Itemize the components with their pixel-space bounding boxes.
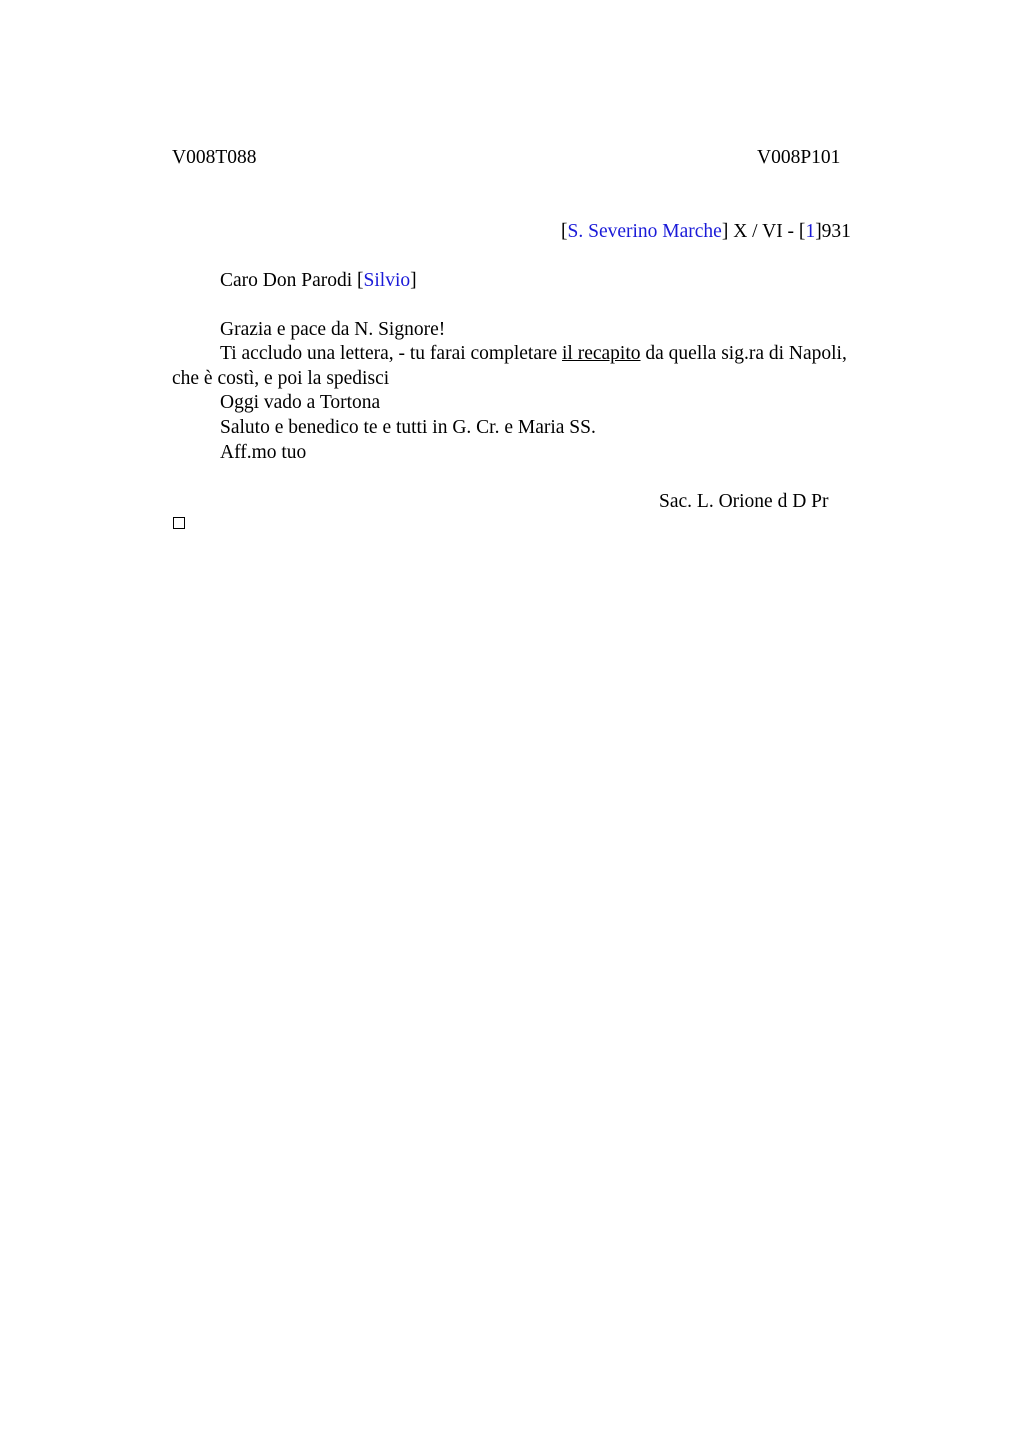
salutation-close: ] [410, 270, 417, 291]
body-line-3: che è costì, e poi la spedisci [172, 368, 390, 389]
body-line-4: Oggi vado a Tortona [220, 392, 381, 413]
archive-code-left: V008T088 [172, 147, 257, 168]
body-line-2 [220, 342, 847, 366]
signature: Sac. L. Orione d D Pr [659, 491, 829, 512]
dateline-date: ] X / VI - [ [721, 221, 806, 242]
greeting-line: Grazia e pace da N. Signore! [220, 319, 446, 340]
archive-code-right: V008P101 [757, 147, 841, 168]
salutation-text: Caro Don Parodi [ [220, 270, 364, 291]
salutation [220, 269, 417, 293]
salutation-name: Silvio [363, 270, 411, 291]
checkbox-square-icon [173, 517, 185, 529]
body-line-2-end: da quella sig.ra di Napoli, [640, 343, 847, 364]
body-line-5: Saluto e benedico te e tutti in G. Cr. e Maria SS. [220, 417, 596, 438]
dateline-year-rest: ]931 [815, 221, 851, 242]
dateline-open-bracket: [ [561, 221, 568, 242]
dateline [561, 220, 851, 244]
body-line-2-start: Ti accludo una lettera, - tu farai completare [220, 343, 563, 364]
closing-line: Aff.mo tuo [220, 442, 307, 463]
dateline-year-digit: 1 [805, 221, 816, 242]
underlined-phrase: il recapito [562, 343, 641, 364]
dateline-place: S. Severino Marche [567, 221, 722, 242]
